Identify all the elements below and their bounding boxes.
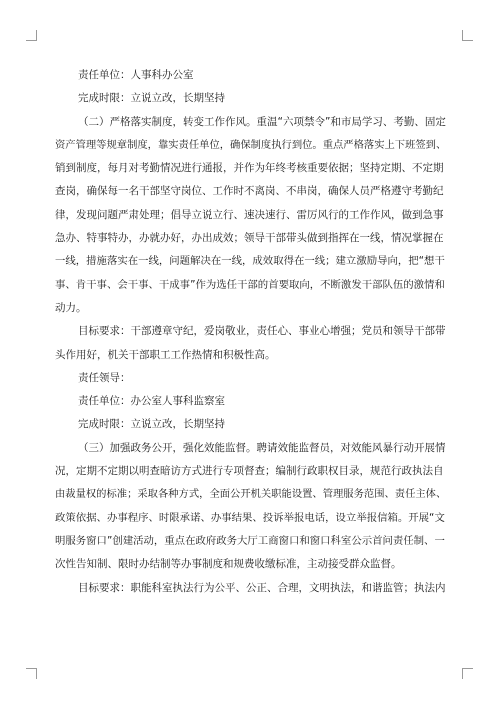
text-line: （三）加强政务公开，强化效能监督。聘请效能监督员，对效能风暴行动开展情: [78, 441, 446, 454]
text-line: 事、肯干事、会干事、干成事”作为选任干部的首要取向，不断激发干部队伍的激情和: [55, 278, 445, 291]
crop-mark-top-left: [26, 30, 37, 41]
text-line: 责任单位：人事科办公室: [78, 69, 194, 81]
text-line: 责任领导：: [78, 371, 131, 384]
text-line: 由裁量权的标准；采取各种方式，全面公开机关职能设置、管理服务范围、责任主体、: [55, 488, 447, 501]
text-line: 政策依据、办事程序、时限承诺、办事结果、投诉举报电话，设立举报信箱。开展“文: [55, 511, 445, 524]
text-line: 完成时限：立说立改，长期坚持: [78, 418, 225, 431]
text-line: 责任单位：办公室人事科监察室: [78, 395, 225, 408]
text-line: 查岗，确保每一名干部坚守岗位、工作时不离岗、不串岗，确保人员严格遵守考勤纪: [55, 185, 444, 198]
crop-mark-bottom-left: [26, 668, 37, 679]
text-line: 急办、特事特办，办就办好，办出成效；领导干部带头做到指挥在一线，情况掌握在: [55, 232, 444, 245]
text-line: 目标要求：职能科室执法行为公平、公正、合理，文明执法，和谐监管；执法内: [78, 581, 446, 594]
text-line: 律，发现问题严肃处理；倡导立说立行、速决速行、雷厉风行的工作作风，做到急事: [55, 208, 444, 221]
text-line: 明服务窗口”创建活动，重点在政府政务大厅工商窗口和窗口科室公示首问责任制、一: [55, 534, 445, 547]
text-line: 目标要求：干部遵章守纪，爱岗敬业，责任心、事业心增强；党员和领导干部带: [78, 325, 446, 338]
text-line: 资产管理等规章制度，靠实责任单位，确保制度执行到位。重点严格落实上下班签到、: [55, 138, 447, 151]
text-line: 一线，措施落实在一线，问题解决在一线，成效取得在一线；建立激励导向，把“想干: [55, 255, 445, 268]
crop-mark-bottom-right: [462, 668, 473, 679]
document-body: [55, 64, 447, 600]
text-line: 动力。: [55, 301, 87, 314]
text-line: 销到制度，每月对考勤情况进行通报，并作为年终考核重要依据；坚持定期、不定期: [55, 162, 444, 175]
text-line: （二）严格落实制度，转变工作作风。重温“六项禁令”和市局学习、考勤、固定: [78, 115, 446, 128]
text-line: 况，定期不定期以明查暗访方式进行专项督查；编制行政职权目录，规范行政执法自: [55, 465, 444, 478]
text-line: 完成时限：立说立改，长期坚持: [78, 92, 225, 105]
text-line: 头作用好，机关干部职工工作热情和积极性高。: [55, 348, 276, 361]
crop-mark-top-right: [462, 30, 473, 41]
text-line: 次性告知制、限时办结制等办事制度和规费收缴标准，主动接受群众监督。: [55, 558, 402, 571]
